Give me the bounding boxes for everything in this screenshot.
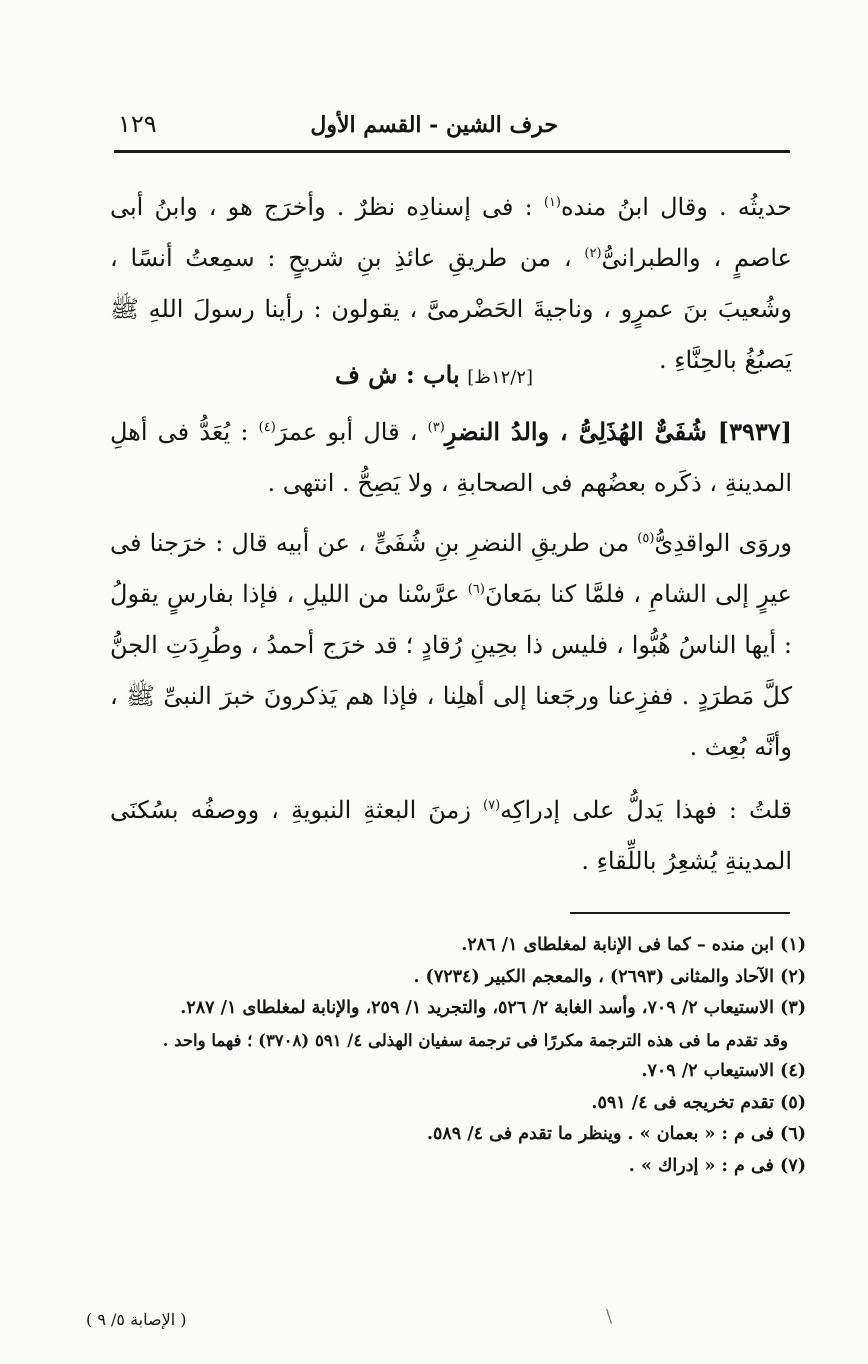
page-number: ١٢٩	[118, 110, 157, 138]
running-header-title: حرف الشين - القسم الأول	[310, 112, 558, 138]
paragraph-text: : فى إسنادِه نظرٌ . وأخرَج هو ، وابنُ أبى عاصمٍ ، والطبرانىُّ	[110, 193, 792, 272]
header-rule	[114, 150, 790, 153]
paragraph-text: ، من طريقِ عائذِ بنِ شريحٍ : سمِعتُ أنسًا ، وشُعيبَ بنَ عمرٍو ، وناجيةَ الحَضْرمىَّ ، يقولون : رأينا رسولَ اللهِ ﷺ يَصبُغُ بالحِنَّاءِ .	[110, 244, 792, 374]
scan-mark: \	[606, 1306, 613, 1327]
paragraph-text: حديثُه . وقال ابنُ منده	[560, 193, 792, 221]
manuscript-ref: [١٢/٢ظ]	[467, 367, 534, 388]
signature-mark: ( الإصابة ٥/ ٩ )	[86, 1310, 187, 1329]
footnote-4: (٤) الاستيعاب ٢/ ٧٠٩.	[641, 1061, 806, 1081]
footnote-ref-7[interactable]: (٧)	[483, 798, 501, 813]
footnotes	[110, 930, 806, 1182]
footnote-1: (١) ابن منده – كما فى الإنابة لمغلطاى ١/ ٢٨٦.	[461, 935, 806, 955]
footnote-ref-2[interactable]: (٢)	[584, 246, 602, 261]
paragraph-waqidi	[110, 518, 792, 773]
paragraph-text: وروَى الواقدِىُّ	[654, 529, 792, 557]
paragraph-text: قلتُ : فهذا يَدلُّ على إدراكِه	[500, 796, 793, 824]
footnote-7: (٧) فى م : « إدراك » .	[628, 1155, 806, 1176]
paragraph-comment	[110, 785, 792, 887]
chapter-heading	[0, 360, 868, 389]
footnote-3-continuation: وقد تقدم ما فى هذه الترجمة مكررًا فى ترجمة سفيان الهذلى ٤/ ٥٩١ (٣٧٠٨) ؛ فهما واحد .	[162, 1030, 788, 1050]
footnote-ref-4[interactable]: (٤)	[258, 420, 276, 435]
paragraph-hadith	[110, 182, 792, 386]
footnote-2: (٢) الآحاد والمثانى (٢٦٩٣) ، والمعجم الكبير (٧٢٣٤) .	[413, 966, 806, 987]
footnote-ref-5[interactable]: (٥)	[637, 531, 655, 546]
entry-heading: [٣٩٣٧] شُفَىٌّ الهُذَلِىُّ ، والدُ النضرِ	[444, 417, 793, 446]
paragraph-text: زمنَ البعثةِ النبويةِ ، ووصفُه بسُكنَى المدينةِ يُشعِرُ باللِّقاءِ .	[110, 796, 792, 875]
paragraph-text: من طريقِ النضرِ بنِ شُفَىٍّ ، عن أبيه قال : خرَجنا فى عيرٍ إلى الشامِ ، فلمَّا كنا بمَعانَ	[110, 529, 792, 608]
footnote-separator	[570, 912, 790, 914]
chapter-label: باب : ش ف	[334, 360, 460, 389]
footnote-ref-1[interactable]: (١)	[543, 195, 561, 210]
footnote-ref-3[interactable]: (٣)	[427, 420, 445, 435]
paragraph-text: : يُعَدُّ فى أهلِ المدينةِ ، ذكَره بعضُهم فى الصحابةِ ، ولا يَصِحُّ . انتهى .	[110, 418, 792, 497]
entry-3937	[110, 406, 792, 509]
paragraph-text: عرَّسْنا من الليلِ ، فإذا بفارسٍ يقولُ : أيها الناسُ هُبُّوا ، فليس ذا بحِينِ رُقادٍ ؛ قد خرَج أحمدُ ، وطُرِدَتِ الجنُّ كلَّ مَطرَدٍ . ففزِعنا ورجَعنا إلى أهلِنا ، فإذا هم يَذكرونَ خبرَ النبىِّ ﷺ ، وأنَّه بُعِث .	[110, 580, 792, 761]
paragraph-text: ، قال أبو عمرَ	[275, 418, 428, 446]
footnote-6: (٦) فى م : « بعمان » . وينظر ما تقدم فى ٤/ ٥٨٩.	[426, 1124, 806, 1144]
footnote-3: (٣) الاستيعاب ٢/ ٧٠٩، وأسد الغابة ٢/ ٥٢٦، والتجريد ١/ ٢٥٩، والإنابة لمغلطاى ١/ ٢٨٧.	[180, 998, 806, 1018]
footnote-ref-6[interactable]: (٦)	[467, 582, 485, 597]
footnote-5: (٥) تقدم تخريجه فى ٤/ ٥٩١.	[591, 1092, 806, 1113]
